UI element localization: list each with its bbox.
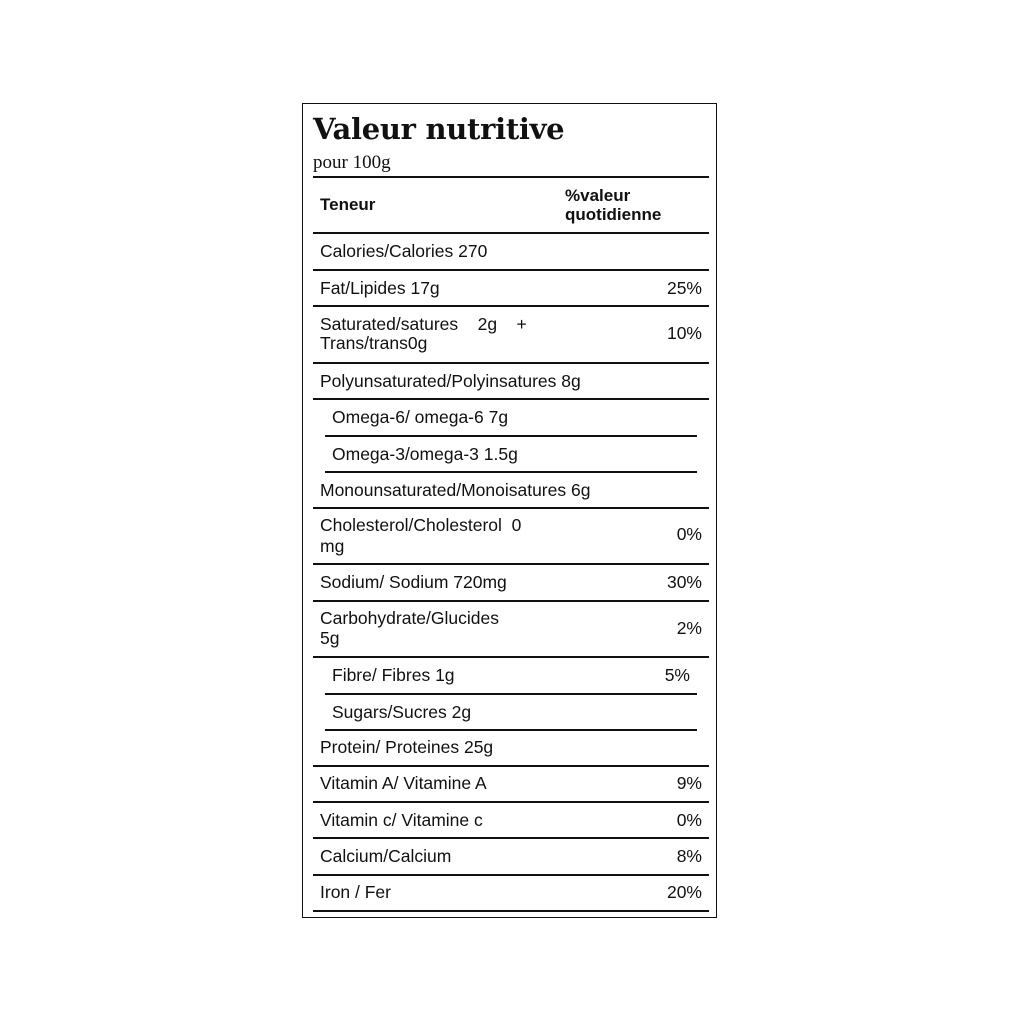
divider [325, 729, 697, 731]
row-vitamin-a-label: Vitamin A/ Vitamine A [320, 773, 487, 793]
header-percent-line2: quotidienne [565, 205, 662, 224]
row-vitamin-c-percent: 0% [676, 810, 702, 830]
divider [313, 176, 709, 178]
row-omega3-label: Omega-3/omega-3 1.5g [332, 444, 518, 464]
divider [313, 398, 709, 400]
row-monounsaturated-label: Monounsaturated/Monoisatures 6g [320, 480, 591, 500]
divider [313, 600, 709, 602]
divider [313, 232, 709, 234]
row-fibre-percent: 5% [664, 665, 690, 685]
divider [313, 507, 709, 509]
row-saturated-percent: 10% [666, 323, 702, 343]
row-vitamin-c-label: Vitamin c/ Vitamine c [320, 810, 483, 830]
divider [313, 910, 709, 912]
label-title: Valeur nutritive [313, 112, 565, 146]
divider [325, 435, 697, 437]
row-cholesterol-percent: 0% [676, 524, 702, 544]
divider [325, 693, 697, 695]
row-sodium-label: Sodium/ Sodium 720mg [320, 572, 507, 592]
row-saturated-label-2: Trans/trans0g [320, 333, 428, 353]
row-fibre-label: Fibre/ Fibres 1g [332, 665, 455, 685]
row-cholesterol-label-2: mg [320, 536, 345, 556]
divider [313, 563, 709, 565]
divider [325, 471, 697, 473]
row-calcium-percent: 8% [676, 846, 702, 866]
divider [313, 874, 709, 876]
row-carbohydrate-label-1: Carbohydrate/Glucides [320, 608, 499, 628]
header-percent-line1: %valeur [565, 186, 631, 205]
header-teneur: Teneur [320, 195, 376, 214]
divider [313, 765, 709, 767]
row-iron-percent: 20% [666, 882, 702, 902]
header-percent-dv [565, 186, 661, 224]
divider [313, 269, 709, 271]
nutrition-facts-label [302, 103, 717, 918]
row-fat-percent: 25% [666, 278, 702, 298]
divider [313, 656, 709, 658]
divider [313, 837, 709, 839]
divider [313, 801, 709, 803]
serving-size: pour 100g [313, 152, 391, 173]
row-carbohydrate-percent: 2% [676, 618, 702, 638]
divider [313, 362, 709, 364]
row-iron-label: Iron / Fer [320, 882, 391, 902]
row-omega6-label: Omega-6/ omega-6 7g [332, 407, 509, 427]
row-carbohydrate-label-2: 5g [320, 628, 340, 648]
row-vitamin-a-percent: 9% [676, 773, 702, 793]
row-calories-label: Calories/Calories 270 [320, 241, 488, 261]
row-calcium-label: Calcium/Calcium [320, 846, 452, 866]
row-saturated-label-1: Saturated/satures 2g + [320, 314, 527, 334]
row-sodium-percent: 30% [666, 572, 702, 592]
row-polyunsaturated-label: Polyunsaturated/Polyinsatures 8g [320, 371, 581, 391]
divider [313, 305, 709, 307]
row-protein-label: Protein/ Proteines 25g [320, 737, 494, 757]
row-sugars-label: Sugars/Sucres 2g [332, 702, 472, 722]
row-fat-label: Fat/Lipides 17g [320, 278, 440, 298]
row-cholesterol-label-1: Cholesterol/Cholesterol 0 [320, 515, 522, 535]
